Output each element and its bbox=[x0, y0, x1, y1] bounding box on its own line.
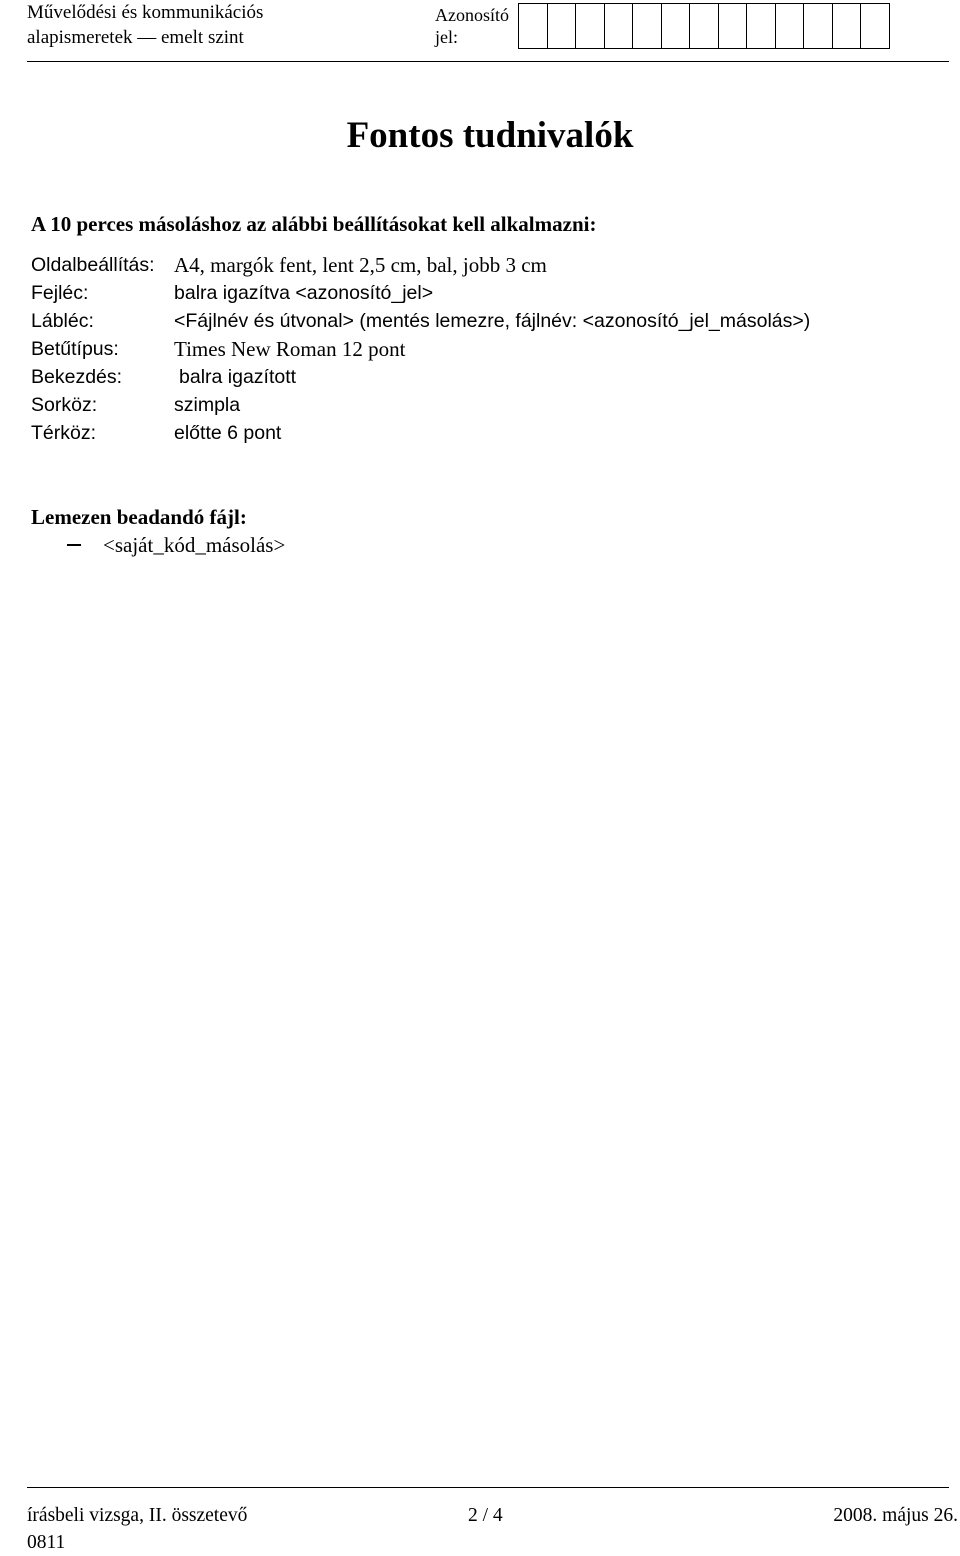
dash-bullet-icon bbox=[67, 544, 81, 546]
id-code-box[interactable] bbox=[804, 3, 833, 49]
id-code-box[interactable] bbox=[662, 3, 691, 49]
id-code-box[interactable] bbox=[519, 3, 548, 49]
exam-date: 2008. május 26. bbox=[833, 1505, 958, 1526]
id-label-line-2: jel: bbox=[435, 27, 458, 47]
id-code-box[interactable] bbox=[776, 3, 805, 49]
footer-divider bbox=[27, 1487, 949, 1488]
id-code-boxes[interactable] bbox=[518, 3, 890, 49]
file-name: <saját_kód_másolás> bbox=[103, 533, 286, 557]
id-code-box[interactable] bbox=[861, 3, 890, 49]
setting-value: előtte 6 pont bbox=[174, 422, 282, 444]
setting-value: A4, margók fent, lent 2,5 cm, bal, jobb 3 cm bbox=[174, 253, 547, 277]
setting-label: Betűtípus: bbox=[31, 338, 119, 360]
id-code-box[interactable] bbox=[833, 3, 862, 49]
exam-code: 0811 bbox=[27, 1532, 66, 1553]
setting-value: balra igazítva <azonosító_jel> bbox=[174, 282, 434, 304]
page-number: 2 / 4 bbox=[468, 1505, 503, 1526]
id-code-box[interactable] bbox=[605, 3, 634, 49]
id-label bbox=[435, 4, 509, 48]
setting-value: Times New Roman 12 pont bbox=[174, 337, 406, 361]
id-code-box[interactable] bbox=[747, 3, 776, 49]
subject-line-1: Művelődési és kommunikációs bbox=[27, 2, 264, 23]
page-title: Fontos tudnivalók bbox=[346, 115, 634, 156]
setting-label: Bekezdés: bbox=[31, 366, 123, 388]
id-code-box[interactable] bbox=[548, 3, 577, 49]
subject-title bbox=[27, 0, 263, 50]
setting-label: Fejléc: bbox=[31, 282, 89, 304]
file-list-item bbox=[67, 531, 285, 559]
page-header bbox=[0, 0, 960, 62]
settings-heading: A 10 perces másoláshoz az alábbi beállításokat kell alkalmazni: bbox=[31, 212, 597, 236]
id-code-box[interactable] bbox=[633, 3, 662, 49]
setting-label: Oldalbeállítás: bbox=[31, 254, 155, 276]
setting-label: Térköz: bbox=[31, 422, 97, 444]
files-heading: Lemezen beadandó fájl: bbox=[31, 505, 247, 529]
setting-value: <Fájlnév és útvonal> (mentés lemezre, fájlnév: <azonosító_jel_másolás>) bbox=[174, 310, 811, 332]
id-code-box[interactable] bbox=[576, 3, 605, 49]
id-code-box[interactable] bbox=[690, 3, 719, 49]
id-code-box[interactable] bbox=[719, 3, 748, 49]
setting-value: balra igazított bbox=[179, 366, 297, 388]
id-label-line-1: Azonosító bbox=[435, 5, 509, 25]
header-divider bbox=[27, 61, 949, 62]
footer-exam-part: írásbeli vizsga, II. összetevő bbox=[27, 1505, 248, 1526]
setting-label: Sorköz: bbox=[31, 394, 98, 416]
setting-value: szimpla bbox=[174, 394, 241, 416]
subject-line-2: alapismeretek — emelt szint bbox=[27, 27, 244, 48]
setting-label: Lábléc: bbox=[31, 310, 94, 332]
